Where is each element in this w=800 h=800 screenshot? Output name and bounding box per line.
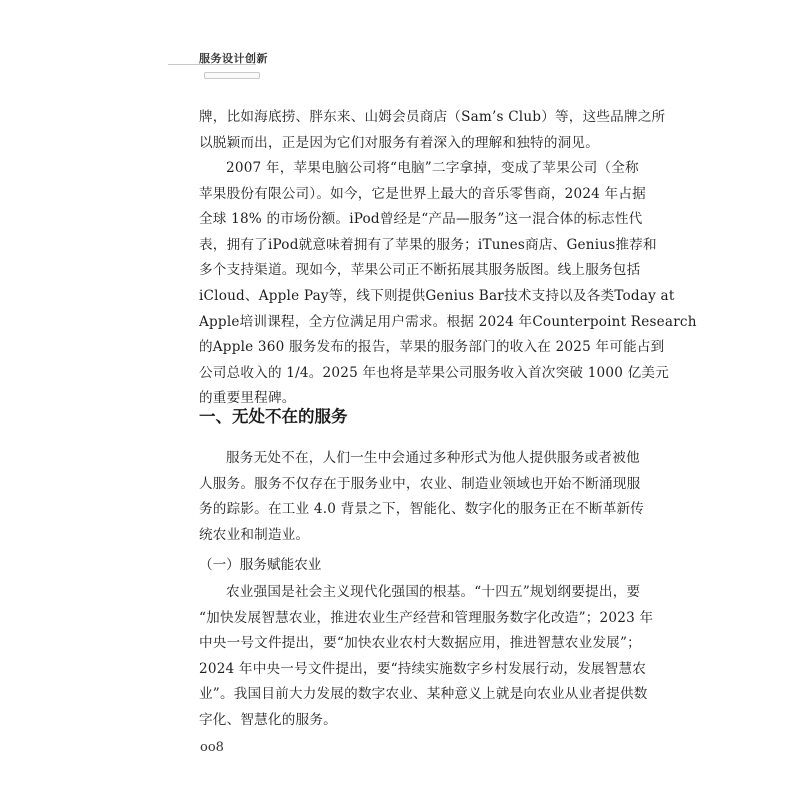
subsection-heading: （一）服务赋能农业 <box>199 557 322 573</box>
text-line: 人服务。服务不仅存在于服务业中，农业、制造业领域也开始不断涌现服 <box>199 475 641 492</box>
text-line: 2024 年中央一号文件提出，要“持续实施数字乡村发展行动，发展智慧农 <box>199 660 647 677</box>
paragraph-agriculture <box>199 580 654 734</box>
text-line: 业”。我国目前大力发展的数字农业、某种意义上就是向农业从业者提供数 <box>199 686 648 703</box>
text-line: 的重要里程碑。 <box>199 390 296 407</box>
text-line: 公司总收入的 1/4。2025 年也将是苹果公司服务收入首次突破 1000 亿美元 <box>199 364 669 381</box>
text-line: 表，拥有了iPod就意味着拥有了苹果的服务；iTunes商店、Genius推荐和 <box>199 236 657 253</box>
text-line: 统农业和制造业。 <box>199 526 310 543</box>
header-rule <box>168 64 256 65</box>
text-line: 多个支持渠道。现如今，苹果公司正不断拓展其服务版图。线上服务包括 <box>199 262 641 279</box>
running-head: 服务设计创新 <box>199 52 268 65</box>
text-line: 2007 年，苹果电脑公司将“电脑”二字拿掉，变成了苹果公司（全称 <box>226 160 639 176</box>
text-line: 农业强国是社会主义现代化强国的根基。“十四五”规划纲要提出，要 <box>226 584 641 600</box>
text-line: 中央一号文件提出，要“加快农业农村大数据应用，推进智慧农业发展”； <box>199 635 641 652</box>
text-line: 的Apple 360 服务发布的报告，苹果的服务部门的收入在 2025 年可能占到 <box>199 339 665 356</box>
section-heading: 一、无处不在的服务 <box>199 407 348 426</box>
text-line: 以脱颖而出，正是因为它们对服务有着深入的理解和独特的洞见。 <box>199 134 600 151</box>
paragraph-continued <box>199 105 666 156</box>
text-line: “加快发展智慧农业，推进农业生产经营和管理服务数字化改造”；2023 年 <box>199 609 654 626</box>
text-line: iCloud、Apple Pay等，线下则提供Genius Bar技术支持以及各类Today at <box>199 287 675 304</box>
text-line: 服务无处不在，人们一生中会通过多种形式为他人提供服务或者被他 <box>226 450 640 466</box>
text-line: 字化、智慧化的服务。 <box>199 711 337 728</box>
paragraph-apple <box>199 156 697 412</box>
text-line: 务的踪影。在工业 4.0 背景之下，智能化、数字化的服务正在不断革新传 <box>199 501 645 518</box>
text-line: 牌，比如海底捞、胖东来、山姆会员商店（Sam’s Club）等，这些品牌之所 <box>199 109 666 125</box>
text-line: 全球 18% 的市场份额。iPod曾经是“产品—服务”这一混合体的标志性代 <box>199 211 643 228</box>
page-number: oo8 <box>200 740 224 755</box>
text-line: 苹果股份有限公司）。如今，它是世界上最大的音乐零售商，2024 年占据 <box>199 185 646 202</box>
header-ornament <box>204 72 260 79</box>
text-line: Apple培训课程，全方位满足用户需求。根据 2024 年Counterpoint Research <box>199 313 697 330</box>
paragraph-services <box>199 446 645 548</box>
